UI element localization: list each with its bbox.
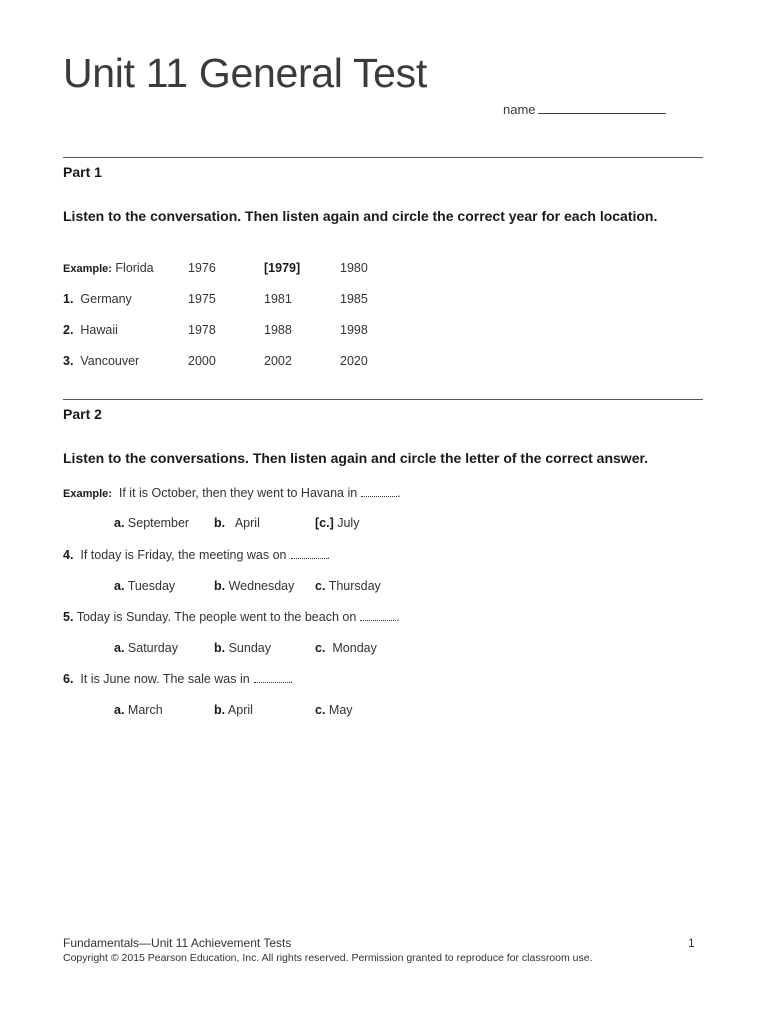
part2-heading: Part 2: [63, 406, 102, 422]
year-option: 1976: [188, 261, 216, 275]
part2-instruction: Listen to the conversations. Then listen again and circle the letter of the correct answer.: [63, 450, 649, 466]
option-text: July: [337, 516, 360, 530]
answer-blank: [361, 486, 397, 497]
year-option: 1980: [340, 261, 368, 275]
location: Germany: [80, 292, 132, 306]
answer-blank: [254, 672, 290, 683]
example-label: Example:: [63, 488, 112, 500]
part2-item-options: [114, 641, 434, 659]
option-letter: c.: [315, 641, 326, 655]
name-label: name: [503, 102, 536, 117]
option-text: March: [127, 703, 163, 717]
option-letter: a.: [114, 641, 125, 655]
part1-item-row: [63, 292, 132, 306]
year-option: 2000: [188, 354, 216, 368]
question-text: If today is Friday, the meeting was on: [80, 548, 287, 562]
part1-instruction: Listen to the conversation. Then listen again and circle the correct year for each location.: [63, 208, 658, 224]
part2-item-question: 6. It is June now. The sale was in .: [63, 672, 294, 686]
answer-blank: [291, 548, 327, 559]
option-letter-circled: [c.]: [315, 516, 334, 530]
option-letter: c.: [315, 703, 326, 717]
option-text: Saturday: [127, 641, 178, 655]
option-text: May: [328, 703, 353, 717]
footer-title: Fundamentals—Unit 11 Achievement Tests: [63, 936, 292, 950]
year-option: 2002: [264, 354, 292, 368]
option-text: April: [227, 703, 253, 717]
item-number: 1.: [63, 292, 74, 306]
option-letter: b.: [214, 703, 226, 717]
item-number: 5.: [63, 610, 74, 624]
location: Vancouver: [80, 354, 140, 368]
year-option-circled: [1979]: [264, 261, 301, 275]
option-letter: a.: [114, 703, 125, 717]
option-letter: c.: [315, 579, 326, 593]
page-title: Unit 11 General Test: [63, 50, 427, 96]
option-text: Monday: [332, 641, 377, 655]
divider: [63, 157, 703, 158]
option-text: April: [234, 516, 260, 530]
option-text: Wednesday: [228, 579, 295, 593]
option-text: September: [127, 516, 190, 530]
part1-item-years: [188, 323, 428, 341]
option-text: Tuesday: [127, 579, 176, 593]
year-option: 1975: [188, 292, 216, 306]
year-option: 2020: [340, 354, 368, 368]
option-text: Sunday: [228, 641, 271, 655]
part1-item-years: [188, 354, 428, 372]
part1-item-years: [188, 292, 428, 310]
year-option: 1988: [264, 323, 292, 337]
part2-example-options: [114, 516, 434, 534]
part2-item-question: 5. Today is Sunday. The people went to the beach on .: [63, 610, 400, 624]
item-number: 6.: [63, 672, 74, 686]
part1-example-row: [63, 261, 154, 275]
option-text: Thursday: [328, 579, 381, 593]
name-blank: [538, 101, 666, 114]
option-letter: a.: [114, 516, 125, 530]
copyright: Copyright © 2015 Pearson Education, Inc. All rights reserved. Permission granted to reproduce for classroom use.: [63, 952, 593, 964]
name-field: [503, 101, 666, 117]
part1-heading: Part 1: [63, 164, 102, 180]
part2-item-question: 4. If today is Friday, the meeting was on .: [63, 548, 330, 562]
question-text: If it is October, then they went to Havana in: [118, 486, 358, 500]
divider: [63, 399, 703, 400]
part2-example-question: Example: If it is October, then they went to Havana in .: [63, 486, 401, 500]
item-number: 2.: [63, 323, 74, 337]
question-text: Today is Sunday. The people went to the beach on: [76, 610, 357, 624]
year-option: 1998: [340, 323, 368, 337]
page-number: 1: [688, 936, 695, 950]
part1-example-years: [188, 261, 428, 279]
location: Florida: [115, 261, 154, 275]
year-option: 1978: [188, 323, 216, 337]
answer-blank: [360, 610, 396, 621]
option-letter: b.: [214, 516, 226, 530]
item-number: 3.: [63, 354, 74, 368]
part2-item-options: [114, 703, 434, 721]
year-option: 1981: [264, 292, 292, 306]
part2-item-options: [114, 579, 434, 597]
example-label: Example:: [63, 263, 112, 275]
location: Hawaii: [80, 323, 118, 337]
question-text: It is June now. The sale was in: [80, 672, 250, 686]
part1-item-row: [63, 354, 139, 368]
option-letter: b.: [214, 641, 226, 655]
option-letter: b.: [214, 579, 226, 593]
part1-item-row: [63, 323, 118, 337]
item-number: 4.: [63, 548, 74, 562]
year-option: 1985: [340, 292, 368, 306]
option-letter: a.: [114, 579, 125, 593]
